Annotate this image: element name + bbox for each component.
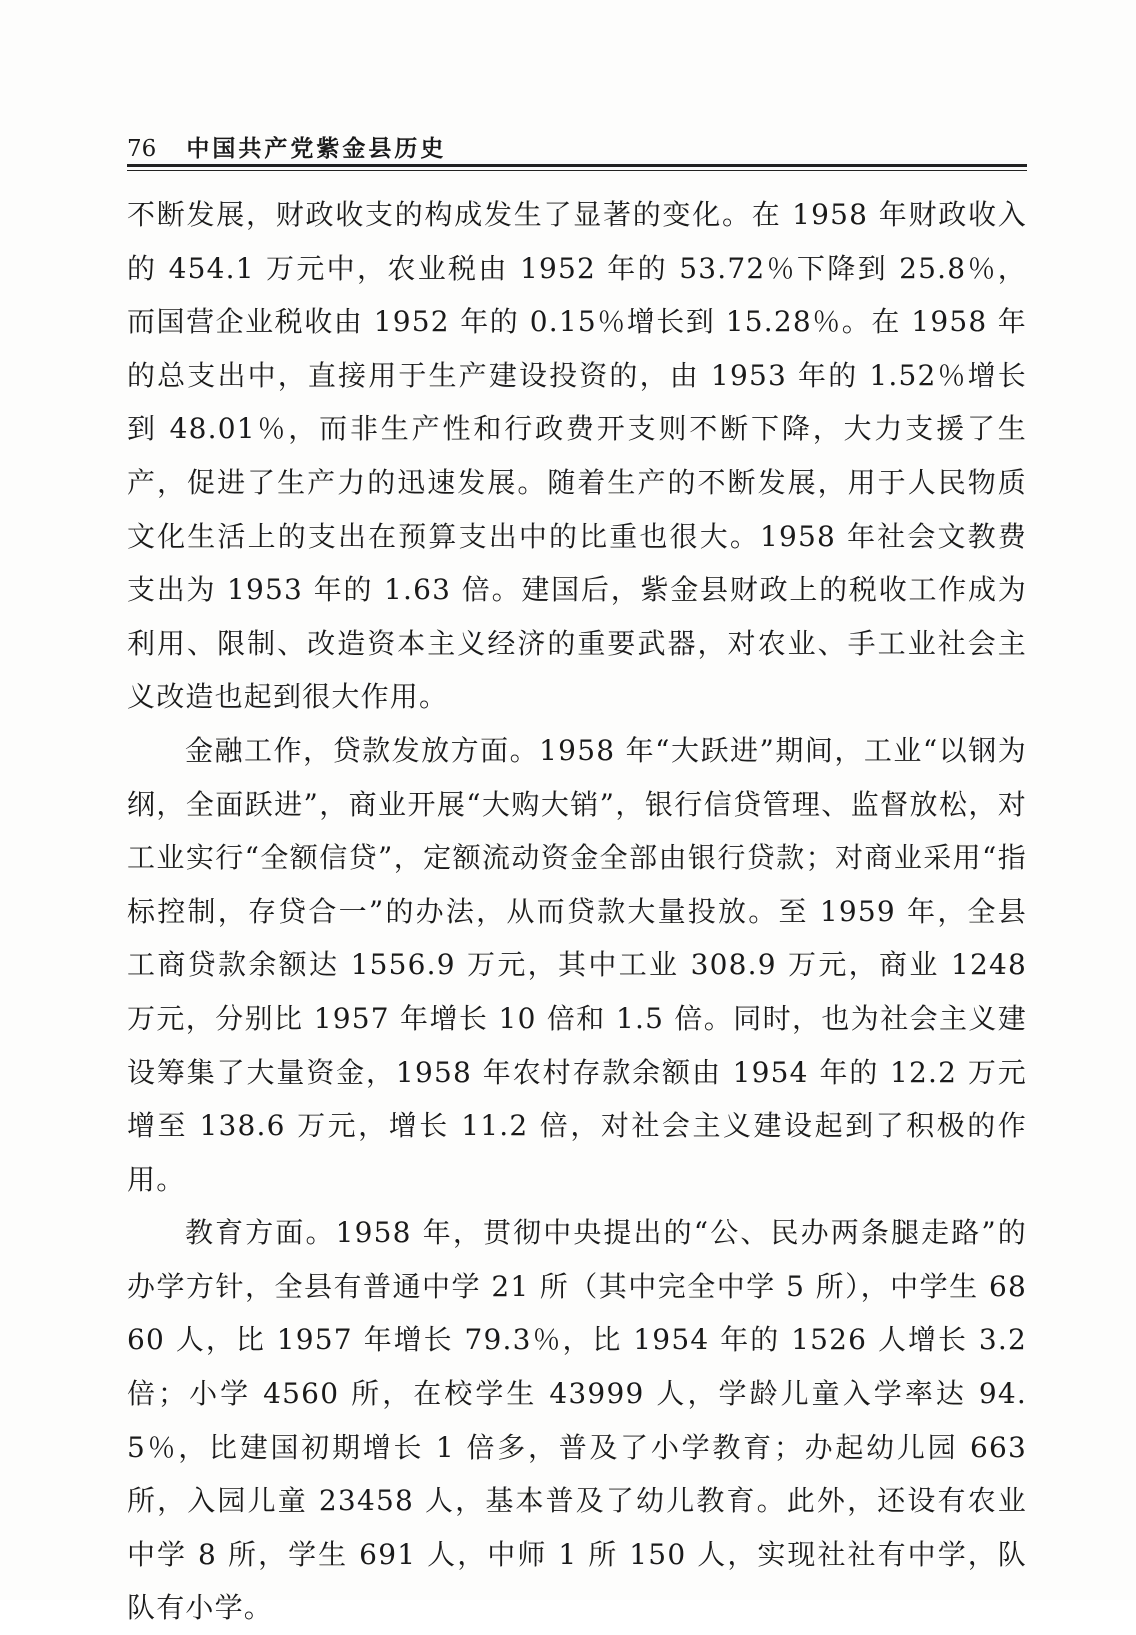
page-header xyxy=(127,134,1027,164)
paragraph-banking: 金融工作，贷款发放方面。1958 年“大跃进”期间，工业“以钢为纲，全面跃进”，商业开展“大购大销”，银行信贷管理、监督放松，对工业实行“全额信贷”，定额流动资金全部由银行贷款；对商业采用“指标控制，存贷合一”的办法，从而贷款大量投放。至 1959 年，全县工商贷款余额达 1556.9 万元，其中工业 308.9 万元，商业 1248 万元，分别比 1957 年增长 10 倍和 1.5 倍。同时，也为社会主义建设筹集了大量资金，1958 年农村存款余额由 1954 年的 12.2 万元增至 138.6 万元，增长 11.2 倍，对社会主义建设起到了积极的作用。 xyxy=(127,733,1027,1196)
header-rule-thin xyxy=(127,170,1027,171)
page-number: 76 xyxy=(127,136,157,162)
paragraph-education: 教育方面。1958 年，贯彻中央提出的“公、民办两条腿走路”的办学方针，全县有普通中学 21 所（其中完全中学 5 所），中学生 6860 人，比 1957 年增长 79.3％，比 1954 年的 1526 人增长 3.2 倍；小学 4560 所，在校学生 43999 人，学龄儿童入学率达 94.5％，比建国初期增长 1 倍多，普及了小学教育；办起幼儿园 663 所，入园儿童 23458 人，基本普及了幼儿教育。此外，还设有农业中学 8 所，学生 691 人，中师 1 所 150 人，实现社社有中学，队队有小学。 xyxy=(127,1216,1027,1625)
running-title: 中国共产党紫金县历史 xyxy=(186,135,447,162)
body-text xyxy=(127,188,1027,1635)
header-rule-thick xyxy=(127,164,1027,167)
paragraph-finance-continued: 不断发展，财政收支的构成发生了显著的变化。在 1958 年财政收入的 454.1 万元中，农业税由 1952 年的 53.72％下降到 25.8％，而国营企业税收由 1952 年的 0.15％增长到 15.28％。在 1958 年的总支出中，直接用于生产建设投资的，由 1953 年的 1.52％增长到 48.01％，而非生产性和行政费开支则不断下降，大力支援了生产，促进了生产力的迅速发展。随着生产的不断发展，用于人民物质文化生活上的支出在预算支出中的比重也很大。1958 年社会文教费支出为 1953 年的 1.63 倍。建国后，紫金县财政上的税收工作成为利用、限制、改造资本主义经济的重要武器，对农业、手工业社会主义改造也起到很大作用。 xyxy=(127,198,1027,714)
